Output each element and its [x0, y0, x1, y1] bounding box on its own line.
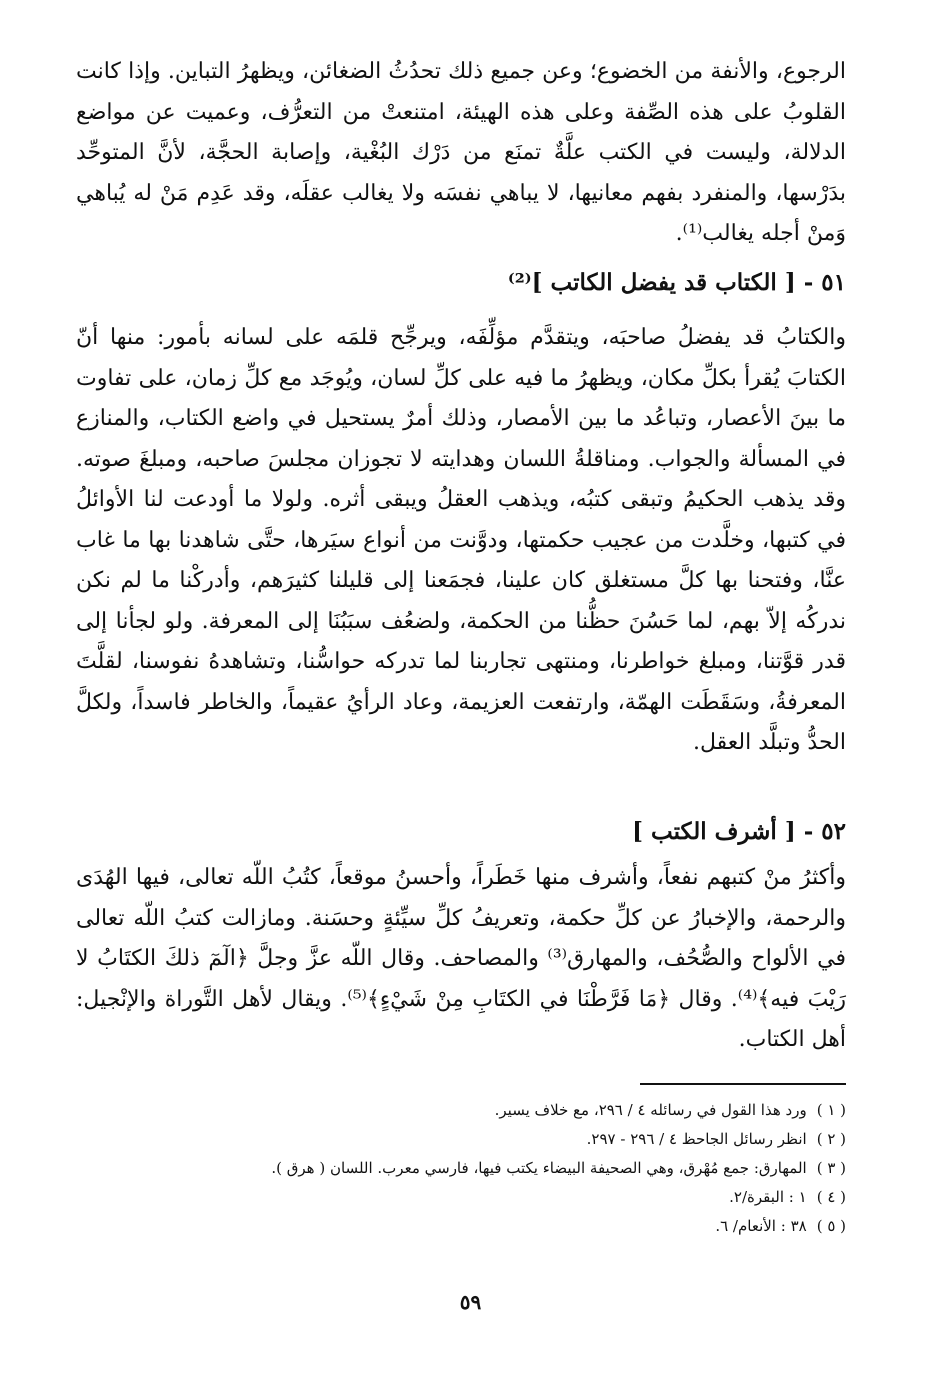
footnote-5: [76, 1212, 846, 1241]
footnote-number: ( ٢ ): [816, 1130, 846, 1148]
footnote-text: ٣٨ : الأنعام/ ٦.: [715, 1217, 807, 1235]
footnotes: [76, 1096, 846, 1241]
footnote-3: [76, 1154, 846, 1183]
continuation-paragraph: [76, 52, 846, 255]
footnote-text: انظر رسائل الجاحظ ٤ / ٢٩٦ - ٢٩٧.: [586, 1130, 807, 1148]
footnote-number: ( ١ ): [816, 1101, 846, 1119]
continuation-text: الرجوع، والأنفة من الخضوع؛ وعن جميع ذلك تحدُثُ الضغائن، ويظهرُ التباين. وإذا كانت القلوبُ على هذه الصِّفة وعلى هذه الهيئة، امتنعتْ من التعرُّف، وعميت عن مواضع الدلالة، وليست في الكتب علَّةٌ تمنَع من دَرْك البُغْية، وإصابة الحجَّة، لأنَّ المتوحِّد بدَرْسها، والمنفرد بفهم معانيها، لا يباهي نفسَه ولا يغالب عقلَه، وقد عَدِم مَنْ له يُباهي وَمنْ أجله يغالب⁽¹⁾.: [76, 59, 846, 246]
page-number: ٥٩: [459, 1290, 482, 1314]
footnote-divider: [640, 1083, 846, 1085]
section-51-heading: ٥١ - [ الكتاب قد يفضل الكاتب ]⁽²⁾: [507, 269, 846, 296]
section-52-body: [76, 858, 846, 1061]
footnote-text: ورد هذا القول في رسائله ٤ / ٢٩٦، مع خلاف يسير.: [494, 1101, 807, 1119]
section-51: [76, 263, 846, 303]
footnote-text: المهارق: جمع مُهْرق، وهي الصحيفة البيضاء يكتب فيها، فارسي معرب. اللسان ( هرق ).: [271, 1159, 807, 1177]
section-52-text: وأكثرُ منْ كتبهم نفعاً، وأشرف منها خَطَراً، وأحسنُ موقعاً، كتُبُ اللّه تعالى، فيها الهُدَى والرحمة، والإخبارُ عن كلِّ حكمة، وتعريفُ كلِّ سيِّئةٍ وحسَنة. ومازالت كتبُ اللّه تعالى في الألواح والصُّحُف، والمهارق⁽³⁾ والمصاحف. وقال اللّه عزَّ وجلَّ ﴿الٓمٓ ذلكَ الكتَابُ لا رَيْبَ فيه﴾⁽⁴⁾. وقال ﴿مَا فَرَّطْنَا في الكتَابِ مِنْ شَيْءٍ﴾⁽⁵⁾. ويقال لأهل التَّوراة والإنْجيل: أهل الكتاب.: [76, 865, 846, 1052]
section-52-heading: ٥٢ - [ أشرف الكتب ]: [632, 818, 846, 845]
section-51-body: [76, 318, 846, 764]
footnote-number: ( ٤ ): [816, 1188, 846, 1206]
section-52: [76, 812, 846, 852]
footnote-number: ( ٥ ): [816, 1217, 846, 1235]
footnote-1: [76, 1096, 846, 1125]
footnote-4: [76, 1183, 846, 1212]
section-51-text: والكتابُ قد يفضلُ صاحبَه، ويتقدَّم مؤلِّفَه، ويرجِّح قلمَه على لسانه بأمور: منها أنّ الكتابَ يُقرأ بكلِّ مكان، ويظهرُ ما فيه على كلِّ لسان، ويُوجَد مع كلِّ زمان، على تفاوت ما بينَ الأعصار، وتباعُد ما بين الأمصار، وذلك أمرٌ يستحيل في واضع الكتاب، والمنازع في المسألة والجواب. ومناقلةُ اللسان وهدايته لا تجوزان مجلسَ صاحبه، ومبلغَ صوته. وقد يذهب الحكيمُ وتبقى كتبُه، ويذهب العقلُ ويبقى أثره. ولولا ما أودعت لنا الأوائلُ في كتبها، وخلَّدت من عجيب حكمتها، ودوَّنت من أنواع سيَرها، حتَّى شاهدنا بها ما غاب عنَّا، وفتحنا بها كلَّ مستغلق كان علينا، فجمَعنا إلى قليلنا كثيرَهم، وأدركْنا ما لم نكن ندركُه إلاّ بهم، لما حَسُنَ حظُّنا من الحكمة، ولضعُف سبَبُنَا إلى المعرفة. ولو لجأنا إلى قدر قوَّتنا، ومبلغ خواطرنا، ومنتهى تجاربنا لما تدركه حواسُّنا، وتشاهدهُ نفوسنا، لقلَّتَ المعرفةُ، وسَقَطَت الهمّة، وارتفعت العزيمة، وعاد الرأيُ عقيماً، والخاطر فاسداً، ولكلَّ الحدُّ وتبلَّد العقل.: [76, 325, 846, 755]
footnote-number: ( ٣ ): [816, 1159, 846, 1177]
footnote-2: [76, 1125, 846, 1154]
footnote-text: ١ : البقرة/٢.: [729, 1188, 807, 1206]
